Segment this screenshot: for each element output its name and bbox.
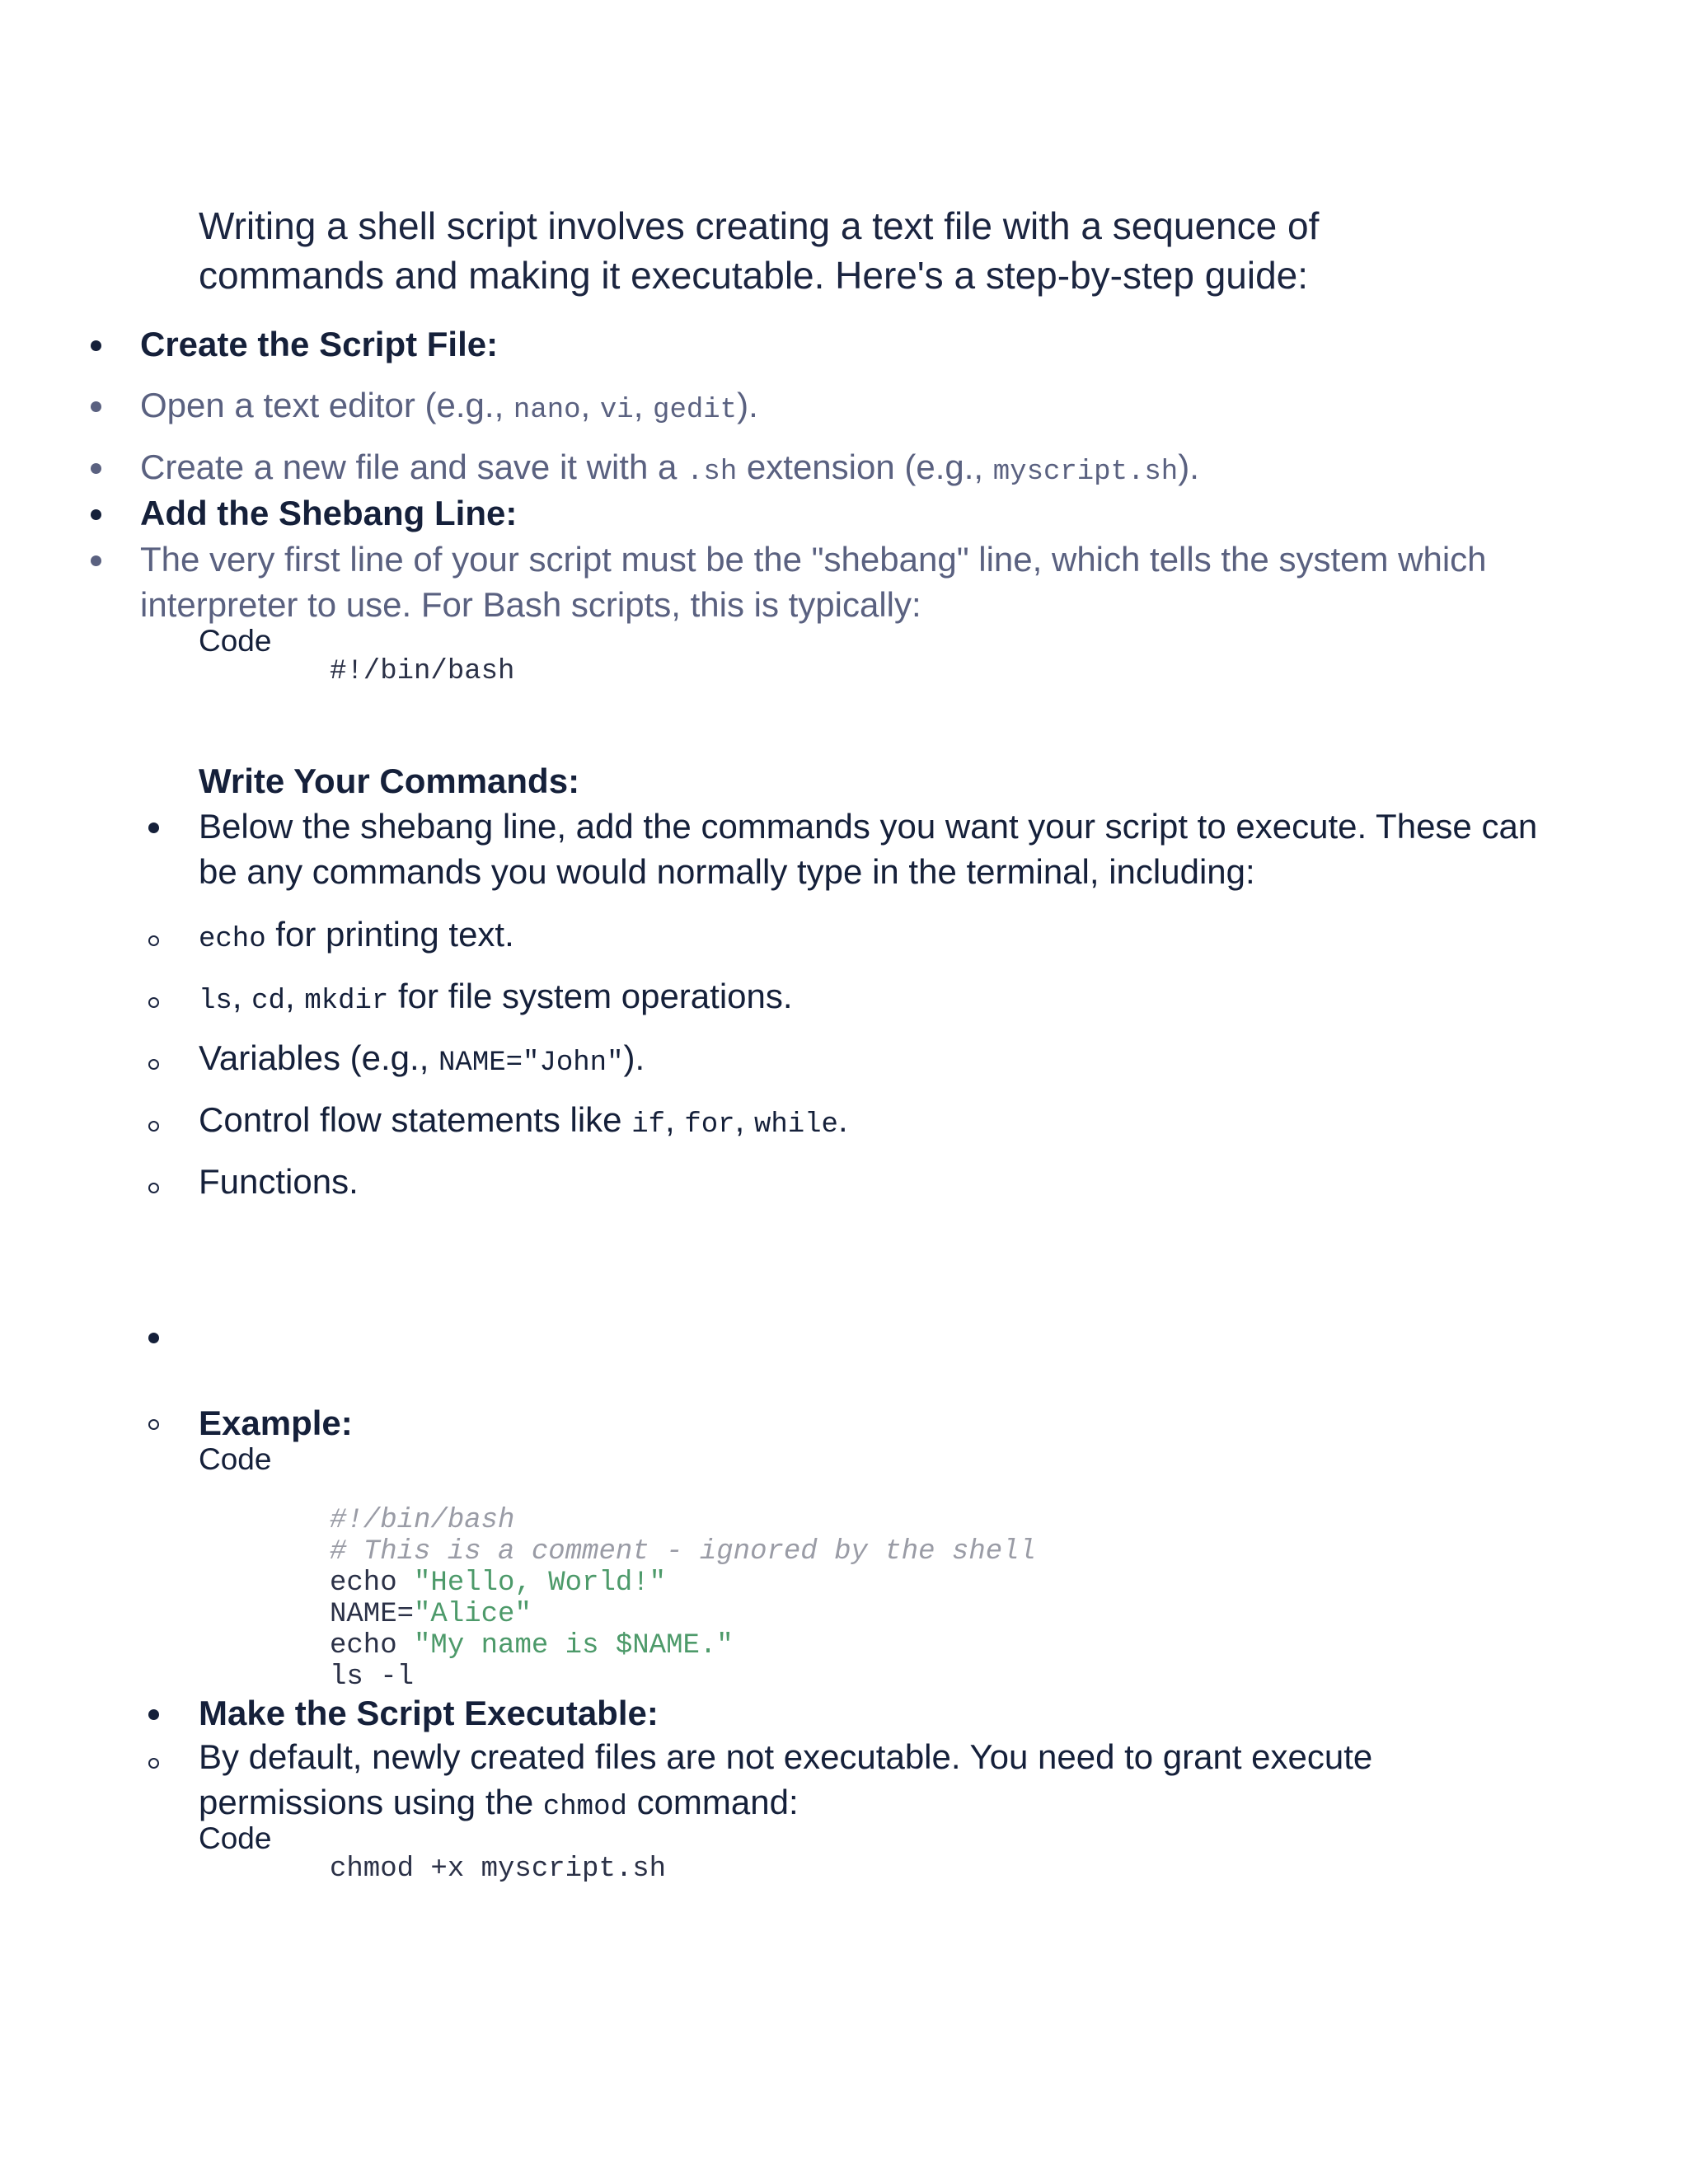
circle-bullet bbox=[148, 1419, 159, 1430]
example-heading: Example: bbox=[199, 1404, 353, 1442]
code-label: Code bbox=[199, 1442, 272, 1476]
shebang-code-block: #!/bin/bash bbox=[330, 656, 515, 687]
bullet-dot bbox=[148, 823, 159, 833]
circle-bullet bbox=[148, 1758, 159, 1769]
myscript-code: myscript.sh bbox=[992, 457, 1179, 488]
echo-code: echo bbox=[199, 924, 266, 955]
commands-text-line-1: Below the shebang line, add the commands you want your script to execute. These can bbox=[199, 807, 1538, 846]
vi-code: vi bbox=[599, 395, 634, 426]
code-line: echo "Hello, World!" bbox=[330, 1568, 667, 1599]
code-label: Code bbox=[199, 624, 272, 658]
code-label: Code bbox=[199, 1821, 272, 1855]
ls-code: ls bbox=[199, 986, 232, 1017]
vars-item: Variables (e.g., NAME="John"). bbox=[199, 1038, 645, 1079]
nano-code: nano bbox=[513, 395, 581, 426]
fs-item: ls, cd, mkdir for file system operations. bbox=[199, 977, 793, 1017]
circle-bullet bbox=[148, 1183, 159, 1193]
create-script-heading: Create the Script File: bbox=[140, 325, 499, 363]
shebang-text-line-1: The very first line of your script must be the "shebang" line, which tells the system which bbox=[140, 540, 1487, 579]
commands-text-line-2: be any commands you would normally type in the terminal, including: bbox=[199, 852, 1255, 891]
circle-bullet bbox=[148, 935, 159, 946]
exec-text-line-2: permissions using the chmod command: bbox=[199, 1783, 799, 1823]
control-flow-item: Control flow statements like if, for, while. bbox=[199, 1100, 848, 1141]
chmod-code-block: chmod +x myscript.sh bbox=[330, 1854, 667, 1885]
sh-ext-code: .sh bbox=[687, 457, 738, 488]
bullet-dot bbox=[148, 1333, 159, 1343]
if-code: if bbox=[631, 1109, 666, 1141]
shebang-text-line-2: interpreter to use. For Bash scripts, this is typically: bbox=[140, 585, 921, 624]
bullet-dot bbox=[148, 1709, 159, 1720]
code-line: #!/bin/bash bbox=[330, 1505, 515, 1536]
chmod-code: chmod bbox=[542, 1792, 627, 1823]
while-code: while bbox=[753, 1109, 838, 1141]
mkdir-code: mkdir bbox=[304, 986, 389, 1017]
intro-line-1: Writing a shell script involves creating a text file with a sequence of bbox=[199, 204, 1320, 247]
gedit-code: gedit bbox=[653, 395, 738, 426]
exec-heading: Make the Script Executable: bbox=[199, 1694, 659, 1732]
code-line: # This is a comment - ignored by the shell bbox=[330, 1536, 1036, 1568]
shebang-heading: Add the Shebang Line: bbox=[140, 494, 518, 532]
for-code: for bbox=[684, 1109, 735, 1141]
functions-item: Functions. bbox=[199, 1162, 359, 1201]
name-john-code: NAME="John" bbox=[438, 1047, 624, 1079]
code-line: echo "My name is $NAME." bbox=[330, 1630, 734, 1661]
circle-bullet bbox=[148, 997, 159, 1008]
bullet-dot bbox=[91, 463, 101, 474]
bullet-dot bbox=[91, 340, 101, 351]
code-line: NAME="Alice" bbox=[330, 1599, 532, 1630]
circle-bullet bbox=[148, 1059, 159, 1070]
code-line: ls -l bbox=[330, 1661, 415, 1693]
example-code-block bbox=[330, 1474, 1036, 1724]
new-file-text: Create a new file and save it with a .sh extension (e.g., myscript.sh). bbox=[140, 448, 1199, 488]
cd-code: cd bbox=[251, 986, 285, 1017]
open-editor-text: Open a text editor (e.g., nano, vi, gedit). bbox=[140, 386, 758, 426]
exec-text-line-1: By default, newly created files are not executable. You need to grant execute bbox=[199, 1737, 1373, 1776]
echo-item: echo for printing text. bbox=[199, 915, 514, 955]
commands-heading: Write Your Commands: bbox=[199, 762, 580, 800]
bullet-dot bbox=[91, 509, 101, 520]
intro-line-2: commands and making it executable. Here's a step-by-step guide: bbox=[199, 254, 1309, 297]
bullet-dot bbox=[91, 401, 101, 412]
circle-bullet bbox=[148, 1121, 159, 1132]
bullet-dot bbox=[91, 555, 101, 566]
